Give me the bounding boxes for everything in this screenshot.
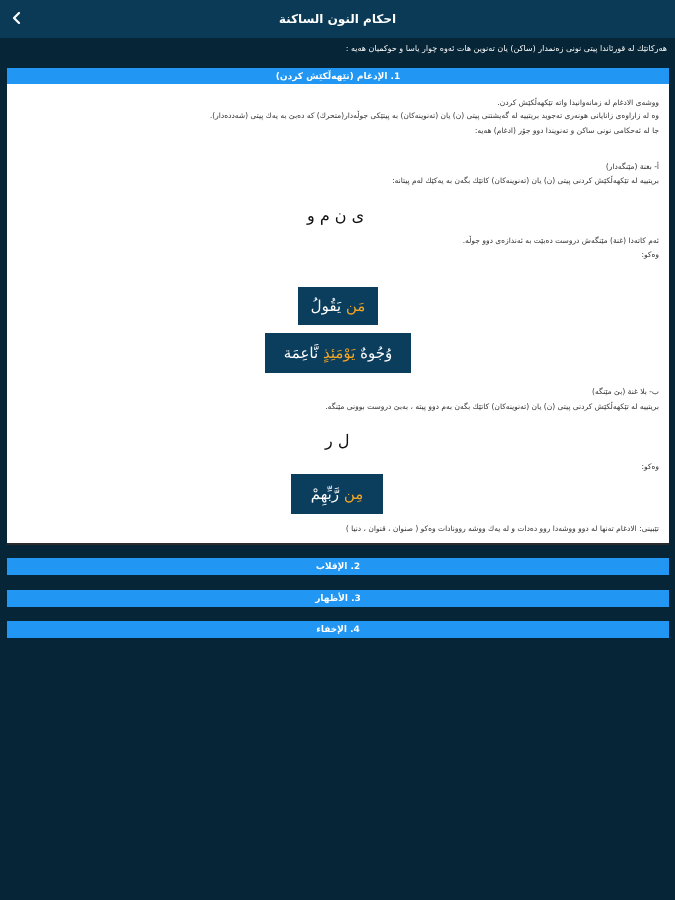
type-b-description: بریتییە لە تێکهەڵکێش کردنی پیتی (ن) یان (تەنوینەکان) کاتێك بگەن بەم دوو پیتە ، بەبێ دروست بوونی مێنگە. xyxy=(325,402,659,411)
example-label-1: وەکو: xyxy=(641,250,659,259)
type-a-description: بریتییە لە تێکهەڵکێش کردنی پیتی (ن) یان (تەنوینەکان) کاتێك بگەن بە یەکێك لەم پیتانە: xyxy=(392,176,659,185)
example-label-2: وەکو: xyxy=(641,462,659,471)
example-2-word-1: وُجُوهٌ xyxy=(360,344,393,362)
section-izhar-header[interactable]: 3. الأظهار xyxy=(7,590,669,607)
example-1-word-2: يَقُولُ xyxy=(310,297,342,315)
type-b-letters: ل ر xyxy=(325,431,350,450)
type-a-letters: ی ن م و xyxy=(307,206,365,225)
example-2-word-2: يَوْمَئِذٍ xyxy=(322,344,356,362)
top-app-bar xyxy=(0,0,675,38)
idgham-note: تێبینی: الادغام تەنها لە دوو ووشەدا روو دەدات و لە یەك ووشە روونادات وەکو ( صنوان ، قنوان ، دنیا ) xyxy=(345,524,659,533)
type-b-title: ب- بلا غنة (بێ مێنگە) xyxy=(592,387,659,396)
example-3-word-1: مِن xyxy=(343,485,364,503)
section-ikhfa-header[interactable]: 4. الإخفاء xyxy=(7,621,669,638)
chevron-left-icon xyxy=(10,11,24,25)
idgham-content-card xyxy=(7,84,669,545)
intro-text: هەرکاتێك لە قورئاندا پیتی نونی زەنمدار (ساكن) یان تەنوین هات ئەوە چوار یاسا و حوکمیان هەیە : xyxy=(345,44,667,53)
idgham-para-2: وە لە زاراوەی زانایانی هونەری تەجوید بریتییە لە گەیشتنی پیتی (ن) یان (تەنوینەکان) بە پیتێکی جوڵەدار(متحرك) کە دەبێ بە یەك پیتی (شەددەدار). xyxy=(209,111,659,120)
idgham-para-3: جا لە ئەحکامی نونی ساکن و تەنویندا دوو جۆر (ادغام) هەیە: xyxy=(474,126,659,135)
section-idgham-header[interactable]: 1. الإدغام (تێهەڵکێش کردن) xyxy=(7,68,669,85)
ghunna-note: ئەم کاتەدا (غنة) مێنگەش دروست دەبێت بە ئەندازەی دوو جوڵە. xyxy=(462,236,659,245)
example-2-word-3: نَّاعِمَة xyxy=(283,344,319,362)
section-iqlab-header[interactable]: 2. الإقلاب xyxy=(7,558,669,575)
quran-example-3 xyxy=(291,474,383,514)
quran-example-2 xyxy=(265,333,411,373)
idgham-para-1: ووشەی الادغام لە زمانەوانیدا واتە تێکهەڵکێش کردن. xyxy=(497,98,659,107)
quran-example-1 xyxy=(298,287,378,325)
type-a-title: أ- بغنة (مێنگەدار) xyxy=(605,162,659,171)
example-3-word-2: رَّبِّهِمْ xyxy=(310,485,340,503)
page-title: احكام النون الساكنة xyxy=(278,12,397,26)
example-1-word-1: مَن xyxy=(345,297,366,315)
back-button[interactable] xyxy=(6,6,28,30)
